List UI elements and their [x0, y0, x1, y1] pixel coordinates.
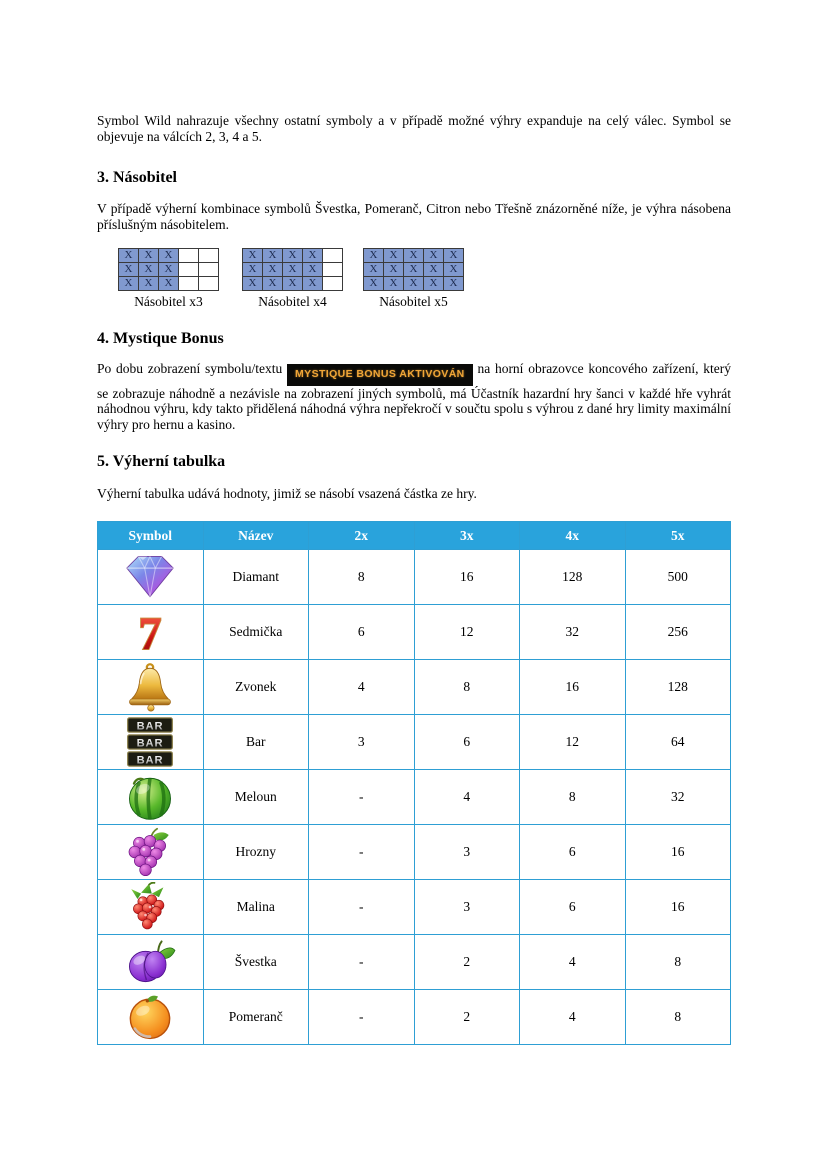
multiplier-grid — [242, 248, 343, 310]
grid-cell-filled: X — [384, 277, 404, 291]
symbol-name: Švestka — [203, 935, 309, 990]
grid-cell-filled: X — [404, 263, 424, 277]
diamond-icon — [120, 552, 180, 602]
symbol-cell — [98, 715, 204, 770]
grid-cell-filled: X — [139, 249, 159, 263]
payout-value: 8 — [414, 660, 520, 715]
raspberry-icon — [120, 882, 180, 932]
payout-value: 16 — [520, 660, 626, 715]
symbol-cell — [98, 660, 204, 715]
multiplier-grid-label: Násobitel x5 — [379, 294, 448, 309]
grid-cell-filled: X — [424, 263, 444, 277]
grid-cell-filled: X — [139, 263, 159, 277]
grid-cell-filled: X — [424, 249, 444, 263]
payout-value: 2 — [414, 990, 520, 1045]
page-content — [97, 0, 731, 1169]
payout-value: 32 — [625, 770, 731, 825]
payout-value: - — [309, 935, 415, 990]
payout-value: 6 — [520, 825, 626, 880]
grid-cell-empty — [179, 263, 199, 277]
grid-cell-filled: X — [364, 249, 384, 263]
symbol-name: Diamant — [203, 550, 309, 605]
multiplier-grid-cells — [118, 248, 219, 291]
payout-value: - — [309, 990, 415, 1045]
grid-cell-filled: X — [139, 277, 159, 291]
grid-cell-filled: X — [444, 277, 464, 291]
payout-value: 128 — [625, 660, 731, 715]
grid-cell-empty — [199, 263, 219, 277]
symbol-cell — [98, 990, 204, 1045]
wild-paragraph: Symbol Wild nahrazuje všechny ostatní symboly a v případě možné výhry expanduje na celý válec. Symbol se objevuje na válcích 2, 3, 4 a 5. — [97, 113, 731, 144]
symbol-name: Pomeranč — [203, 990, 309, 1045]
payout-value: 16 — [414, 550, 520, 605]
grid-cell-filled: X — [159, 249, 179, 263]
table-row — [98, 990, 731, 1045]
grid-cell-filled: X — [283, 263, 303, 277]
grid-cell-filled: X — [303, 277, 323, 291]
multiplier-grid — [363, 248, 464, 310]
grid-cell-filled: X — [444, 263, 464, 277]
payout-value: 8 — [625, 990, 731, 1045]
symbol-cell — [98, 770, 204, 825]
payout-value: 32 — [520, 605, 626, 660]
payout-value: 3 — [309, 715, 415, 770]
payout-value: 500 — [625, 550, 731, 605]
payout-value: 12 — [520, 715, 626, 770]
payout-value: 4 — [520, 990, 626, 1045]
payout-value: 6 — [309, 605, 415, 660]
symbol-name: Sedmička — [203, 605, 309, 660]
payout-value: 4 — [309, 660, 415, 715]
paytable — [97, 521, 731, 1045]
grid-cell-filled: X — [243, 277, 263, 291]
grid-cell-filled: X — [263, 249, 283, 263]
payout-value: 4 — [520, 935, 626, 990]
grid-cell-filled: X — [303, 249, 323, 263]
paytable-column-header: Symbol — [98, 522, 204, 550]
grapes-icon — [120, 827, 180, 877]
table-row — [98, 770, 731, 825]
multiplier-grid-cells — [242, 248, 343, 291]
section-3-paragraph: V případě výherní kombinace symbolů Švestka, Pomeranč, Citron nebo Třešně znázorněné níže, je výhra násobena příslušným násobitelem. — [97, 201, 731, 232]
symbol-cell — [98, 825, 204, 880]
table-row — [98, 935, 731, 990]
grid-cell-filled: X — [384, 263, 404, 277]
grid-cell-filled: X — [364, 277, 384, 291]
payout-value: 3 — [414, 825, 520, 880]
payout-value: 16 — [625, 880, 731, 935]
payout-value: 12 — [414, 605, 520, 660]
bonus-text-after: na horní obrazovce koncového zařízení, který se zobrazuje náhodně a nezávisle na zobrazení jiných symbolů, má Účastník hazardní hry šanci v každé hře vyhrát náhodnou výhru, kdy takto přidělená náhodná výhra nepřekročí v součtu spolu s výhrou z dané hry limity maximální výhry pro hernu a kasino. — [97, 361, 732, 432]
mystique-bonus-badge: MYSTIQUE BONUS AKTIVOVÁN — [287, 364, 473, 386]
grid-cell-filled: X — [303, 263, 323, 277]
paytable-column-header: 3x — [414, 522, 520, 550]
paytable-column-header: 5x — [625, 522, 731, 550]
payout-value: 128 — [520, 550, 626, 605]
symbol-name: Meloun — [203, 770, 309, 825]
payout-value: 6 — [520, 880, 626, 935]
grid-cell-filled: X — [384, 249, 404, 263]
bar-icon — [120, 717, 180, 767]
symbol-cell — [98, 550, 204, 605]
paytable-column-header: 2x — [309, 522, 415, 550]
grid-cell-empty — [323, 249, 343, 263]
payout-value: - — [309, 770, 415, 825]
payout-value: 16 — [625, 825, 731, 880]
grid-cell-filled: X — [424, 277, 444, 291]
grid-cell-filled: X — [283, 249, 303, 263]
grid-cell-filled: X — [119, 249, 139, 263]
grid-cell-empty — [179, 277, 199, 291]
payout-value: 64 — [625, 715, 731, 770]
symbol-name: Zvonek — [203, 660, 309, 715]
bonus-text-before: Po dobu zobrazení symbolu/textu — [97, 361, 283, 376]
payout-value: 6 — [414, 715, 520, 770]
grid-cell-empty — [323, 277, 343, 291]
payout-value: 3 — [414, 880, 520, 935]
payout-value: 4 — [414, 770, 520, 825]
multiplier-grid-label: Násobitel x3 — [134, 294, 203, 309]
symbol-name: Hrozny — [203, 825, 309, 880]
grid-cell-filled: X — [444, 249, 464, 263]
paytable-head — [98, 522, 731, 550]
grid-cell-empty — [199, 277, 219, 291]
symbol-name: Bar — [203, 715, 309, 770]
section-5-paragraph: Výherní tabulka udává hodnoty, jimiž se násobí vsazená částka ze hry. — [97, 486, 477, 501]
plum-icon — [120, 937, 180, 987]
grid-cell-filled: X — [119, 277, 139, 291]
payout-value: - — [309, 880, 415, 935]
grid-cell-filled: X — [243, 249, 263, 263]
section-5-heading: 5. Výherní tabulka — [97, 453, 226, 470]
symbol-cell — [98, 935, 204, 990]
table-row — [98, 605, 731, 660]
grid-cell-filled: X — [364, 263, 384, 277]
grid-cell-filled: X — [404, 249, 424, 263]
symbol-name: Malina — [203, 880, 309, 935]
table-row — [98, 825, 731, 880]
table-row — [98, 880, 731, 935]
payout-value: - — [309, 825, 415, 880]
seven-icon — [120, 607, 180, 657]
table-row — [98, 660, 731, 715]
grid-cell-filled: X — [263, 263, 283, 277]
bell-icon — [120, 662, 180, 712]
grid-cell-filled: X — [263, 277, 283, 291]
payout-value: 8 — [625, 935, 731, 990]
melon-icon — [120, 772, 180, 822]
paytable-header-row — [98, 522, 731, 550]
table-row — [98, 550, 731, 605]
payout-value: 8 — [520, 770, 626, 825]
paytable-body — [98, 550, 731, 1045]
section-4-heading: 4. Mystique Bonus — [97, 330, 224, 347]
grid-cell-filled: X — [283, 277, 303, 291]
grid-cell-empty — [323, 263, 343, 277]
symbol-cell — [98, 880, 204, 935]
orange-icon — [120, 992, 180, 1042]
grid-cell-empty — [199, 249, 219, 263]
payout-value: 256 — [625, 605, 731, 660]
grid-cell-filled: X — [404, 277, 424, 291]
grid-cell-filled: X — [159, 277, 179, 291]
payout-value: 8 — [309, 550, 415, 605]
section-4-paragraph — [97, 361, 731, 432]
multiplier-grid — [118, 248, 219, 310]
paytable-column-header: 4x — [520, 522, 626, 550]
section-3-heading: 3. Násobitel — [97, 169, 177, 186]
symbol-cell — [98, 605, 204, 660]
multiplier-grid-label: Násobitel x4 — [258, 294, 327, 309]
grid-cell-filled: X — [119, 263, 139, 277]
multiplier-grids — [97, 248, 731, 310]
multiplier-grid-cells — [363, 248, 464, 291]
payout-value: 2 — [414, 935, 520, 990]
grid-cell-filled: X — [243, 263, 263, 277]
grid-cell-filled: X — [159, 263, 179, 277]
table-row — [98, 715, 731, 770]
grid-cell-empty — [179, 249, 199, 263]
paytable-column-header: Název — [203, 522, 309, 550]
